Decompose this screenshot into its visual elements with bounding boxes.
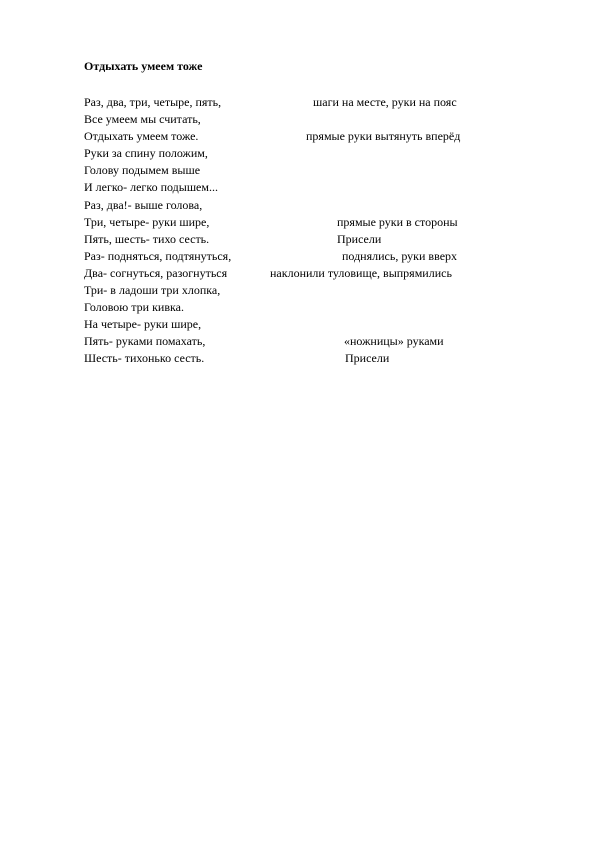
poem-line [0, 128, 595, 145]
poem-line [0, 248, 595, 265]
verse-text: Все умеем мы считать, [84, 112, 201, 127]
poem-line [0, 94, 595, 111]
poem-line [0, 350, 595, 367]
verse-text: Отдыхать умеем тоже. [84, 129, 199, 144]
poem-line [0, 197, 595, 214]
verse-text: Шесть- тихонько сесть. [84, 351, 205, 366]
verse-text: Головою три кивка. [84, 300, 184, 315]
verse-text: Раз, два!- выше голова, [84, 197, 203, 212]
poem-line [0, 214, 595, 231]
poem-line [0, 179, 595, 196]
movement-instruction: прямые руки вытянуть вперёд [306, 129, 461, 144]
verse-text: Пять, шесть- тихо сесть. [84, 231, 210, 246]
movement-instruction: шаги на месте, руки на пояс [313, 95, 457, 109]
poem-line [0, 282, 595, 299]
verse-text: И легко- легко подышем... [84, 180, 218, 195]
poem-line [0, 111, 595, 128]
verse-text: Руки за спину положим, [84, 146, 208, 161]
movement-instruction: «ножницы» руками [344, 334, 444, 349]
poem-line [0, 333, 595, 350]
verse-text: Раз- подняться, подтянуться, [84, 248, 232, 263]
verse-text: Три, четыре- руки шире, [84, 214, 210, 229]
verse-text: Голову подымем выше [84, 163, 201, 178]
poem-line [0, 162, 595, 179]
movement-instruction: прямые руки в стороны [337, 214, 458, 229]
verse-text: Два- согнуться, разогнуться [84, 265, 228, 280]
poem-line [0, 316, 595, 333]
verse-text: Раз, два, три, четыре, пять, [84, 95, 222, 109]
poem-line [0, 265, 595, 282]
movement-instruction: поднялись, руки вверх [342, 248, 458, 263]
verse-text: Пять- руками помахать, [84, 334, 206, 349]
poem-line [0, 299, 595, 316]
movement-instruction: Присели [345, 351, 390, 366]
poem-lines [0, 94, 595, 368]
verse-text: На четыре- руки шире, [84, 317, 202, 332]
document-title: Отдыхать умеем тоже [84, 59, 203, 73]
poem-line [0, 231, 595, 248]
poem-line [0, 145, 595, 162]
verse-text: Три- в ладоши три хлопка, [84, 283, 221, 298]
movement-instruction: наклонили туловище, выпрямились [270, 265, 452, 280]
movement-instruction: Присели [337, 231, 382, 246]
